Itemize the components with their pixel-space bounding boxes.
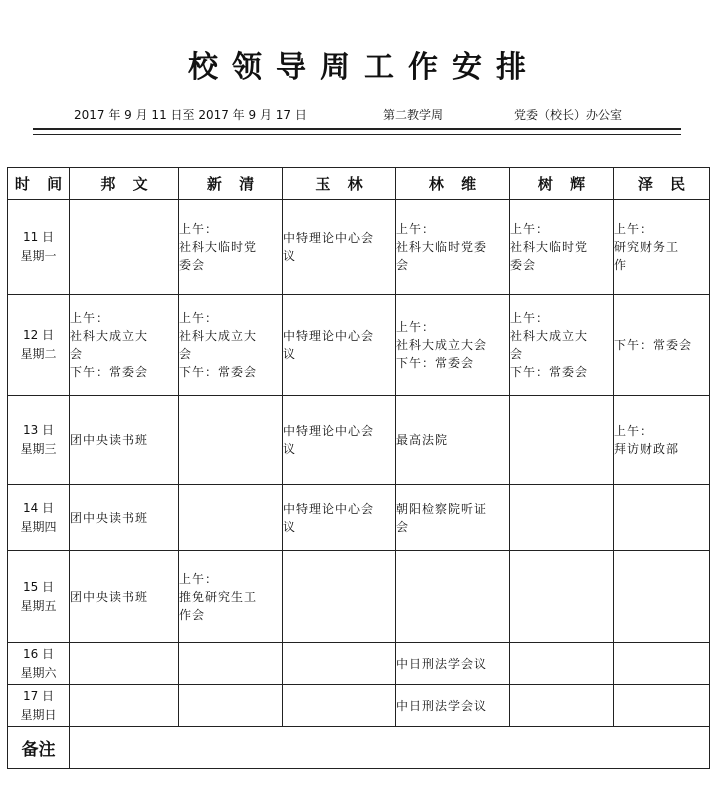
schedule-entry: 上午：	[179, 222, 219, 236]
table-row	[8, 485, 710, 551]
col-header-linwei: 林 维	[396, 168, 510, 200]
schedule-cell-linwei	[396, 485, 510, 551]
day-date: 11 日	[22, 230, 55, 244]
col-header-xinqing: 新 清	[179, 168, 283, 200]
schedule-entry: 上午：	[614, 424, 654, 438]
day-weekday: 星期五	[20, 598, 57, 613]
page-title: 校领导周工作安排	[188, 50, 540, 85]
schedule-entry: 拜访财政部	[614, 442, 680, 456]
col-header-shuhui: 树 辉	[510, 168, 614, 200]
schedule-entry: 议	[283, 347, 297, 361]
schedule-entry: 会	[396, 258, 410, 272]
schedule-cell-zemin	[614, 485, 710, 551]
schedule-cell-xinqing	[179, 685, 283, 727]
day-cell	[8, 643, 70, 685]
day-cell	[8, 396, 70, 485]
table-row	[8, 396, 710, 485]
schedule-cell-yulin	[283, 295, 396, 396]
day-weekday: 星期二	[20, 347, 57, 361]
date-range: 2017 年 9 月 11 日至 2017 年 9 月 17 日	[74, 108, 307, 122]
schedule-entry: 议	[283, 249, 297, 263]
schedule-entry: 社科大成立大	[179, 329, 258, 343]
schedule-entry: 下午：常委会	[70, 365, 149, 379]
remark-row	[8, 727, 710, 769]
schedule-entry: 中特理论中心会	[283, 501, 375, 516]
schedule-entry: 团中央读书班	[70, 589, 149, 604]
day-weekday: 星期六	[20, 665, 57, 680]
day-cell	[8, 295, 70, 396]
schedule-cell-shuhui	[510, 396, 614, 485]
schedule-cell-zemin	[614, 396, 710, 485]
table-row	[8, 551, 710, 643]
schedule-entry: 中特理论中心会	[283, 231, 375, 245]
schedule-entry: 上午：	[396, 320, 436, 334]
schedule-entry: 议	[283, 519, 297, 534]
schedule-cell-linwei	[396, 551, 510, 643]
schedule-cell-bangwen	[70, 485, 179, 551]
schedule-entry: 社科大成立大	[70, 329, 149, 343]
schedule-entry: 会	[510, 347, 524, 361]
schedule-cell-shuhui	[510, 551, 614, 643]
teaching-week: 第二教学周	[383, 108, 444, 122]
schedule-entry: 下午：常委会	[510, 365, 589, 379]
header-rule-thin	[33, 134, 681, 135]
table-row	[8, 200, 710, 295]
schedule-cell-linwei	[396, 295, 510, 396]
schedule-entry: 最高法院	[396, 433, 449, 447]
schedule-entry: 下午：常委会	[179, 365, 258, 379]
schedule-entry: 上午：	[179, 311, 219, 325]
schedule-cell-shuhui	[510, 685, 614, 727]
col-header-yulin: 玉 林	[283, 168, 396, 200]
schedule-entry: 委会	[179, 258, 206, 272]
schedule-entry: 社科大临时党	[510, 240, 589, 254]
table-row	[8, 685, 710, 727]
schedule-cell-linwei	[396, 685, 510, 727]
schedule-entry: 团中央读书班	[70, 510, 149, 525]
schedule-entry: 作会	[179, 607, 206, 622]
schedule-table	[7, 167, 710, 769]
schedule-cell-xinqing	[179, 551, 283, 643]
schedule-cell-zemin	[614, 200, 710, 295]
schedule-cell-bangwen	[70, 685, 179, 727]
schedule-cell-bangwen	[70, 200, 179, 295]
schedule-entry: 中特理论中心会	[283, 424, 375, 438]
schedule-cell-xinqing	[179, 295, 283, 396]
remark-value	[70, 727, 710, 769]
schedule-entry: 上午：	[70, 311, 110, 325]
schedule-cell-yulin	[283, 685, 396, 727]
schedule-cell-xinqing	[179, 396, 283, 485]
table-row	[8, 643, 710, 685]
col-header-time: 时 间	[8, 168, 70, 200]
day-cell	[8, 685, 70, 727]
day-weekday: 星期一	[20, 249, 57, 263]
day-weekday: 星期三	[20, 442, 57, 456]
schedule-entry: 推免研究生工	[179, 589, 258, 604]
schedule-cell-zemin	[614, 643, 710, 685]
schedule-cell-linwei	[396, 396, 510, 485]
col-header-bangwen: 邦 文	[70, 168, 179, 200]
schedule-cell-linwei	[396, 200, 510, 295]
schedule-entry: 上午：	[179, 571, 219, 586]
col-header-zemin: 泽 民	[614, 168, 710, 200]
schedule-entry: 会	[179, 347, 193, 361]
schedule-cell-bangwen	[70, 643, 179, 685]
schedule-cell-zemin	[614, 295, 710, 396]
day-cell	[8, 551, 70, 643]
day-weekday: 星期日	[20, 707, 57, 722]
schedule-entry: 中特理论中心会	[283, 329, 375, 343]
schedule-cell-shuhui	[510, 200, 614, 295]
schedule-cell-shuhui	[510, 295, 614, 396]
schedule-cell-bangwen	[70, 551, 179, 643]
issuing-office: 党委（校长）办公室	[514, 108, 623, 122]
day-cell	[8, 485, 70, 551]
schedule-cell-zemin	[614, 685, 710, 727]
schedule-entry: 社科大成立大会	[396, 338, 488, 352]
day-date: 13 日	[22, 423, 55, 437]
schedule-entry: 会	[70, 347, 84, 361]
schedule-cell-yulin	[283, 551, 396, 643]
schedule-cell-yulin	[283, 643, 396, 685]
schedule-cell-xinqing	[179, 200, 283, 295]
schedule-entry: 会	[396, 519, 410, 534]
schedule-entry: 上午：	[510, 311, 550, 325]
day-date: 14 日	[22, 500, 55, 515]
day-weekday: 星期四	[20, 519, 57, 534]
schedule-entry: 议	[283, 442, 297, 456]
schedule-cell-xinqing	[179, 485, 283, 551]
schedule-entry: 社科大成立大	[510, 329, 589, 343]
schedule-entry: 研究财务工	[614, 240, 680, 254]
schedule-entry: 朝阳检察院听证	[396, 501, 488, 516]
schedule-cell-bangwen	[70, 295, 179, 396]
schedule-cell-bangwen	[70, 396, 179, 485]
schedule-cell-yulin	[283, 396, 396, 485]
header-row	[8, 168, 710, 200]
schedule-cell-zemin	[614, 551, 710, 643]
day-date: 16 日	[22, 646, 55, 661]
schedule-cell-shuhui	[510, 485, 614, 551]
day-date: 17 日	[22, 688, 55, 703]
schedule-entry: 上午：	[510, 222, 550, 236]
schedule-entry: 下午：常委会	[614, 338, 693, 352]
schedule-entry: 社科大临时党委	[396, 240, 488, 254]
day-date: 15 日	[22, 579, 55, 594]
schedule-entry: 中日刑法学会议	[396, 698, 488, 713]
schedule-cell-yulin	[283, 200, 396, 295]
schedule-cell-xinqing	[179, 643, 283, 685]
schedule-entry: 下午：常委会	[396, 356, 475, 370]
schedule-entry: 团中央读书班	[70, 433, 149, 447]
schedule-entry: 社科大临时党	[179, 240, 258, 254]
remark-label: 备注	[8, 727, 70, 769]
schedule-entry: 中日刑法学会议	[396, 656, 488, 671]
table-row	[8, 295, 710, 396]
day-date: 12 日	[22, 328, 55, 342]
day-cell	[8, 200, 70, 295]
schedule-entry: 委会	[510, 258, 537, 272]
schedule-cell-shuhui	[510, 643, 614, 685]
schedule-cell-linwei	[396, 643, 510, 685]
schedule-entry: 作	[614, 258, 628, 272]
schedule-cell-yulin	[283, 485, 396, 551]
schedule-entry: 上午：	[396, 222, 436, 236]
schedule-entry: 上午：	[614, 222, 654, 236]
header-rule-thick	[33, 128, 681, 130]
